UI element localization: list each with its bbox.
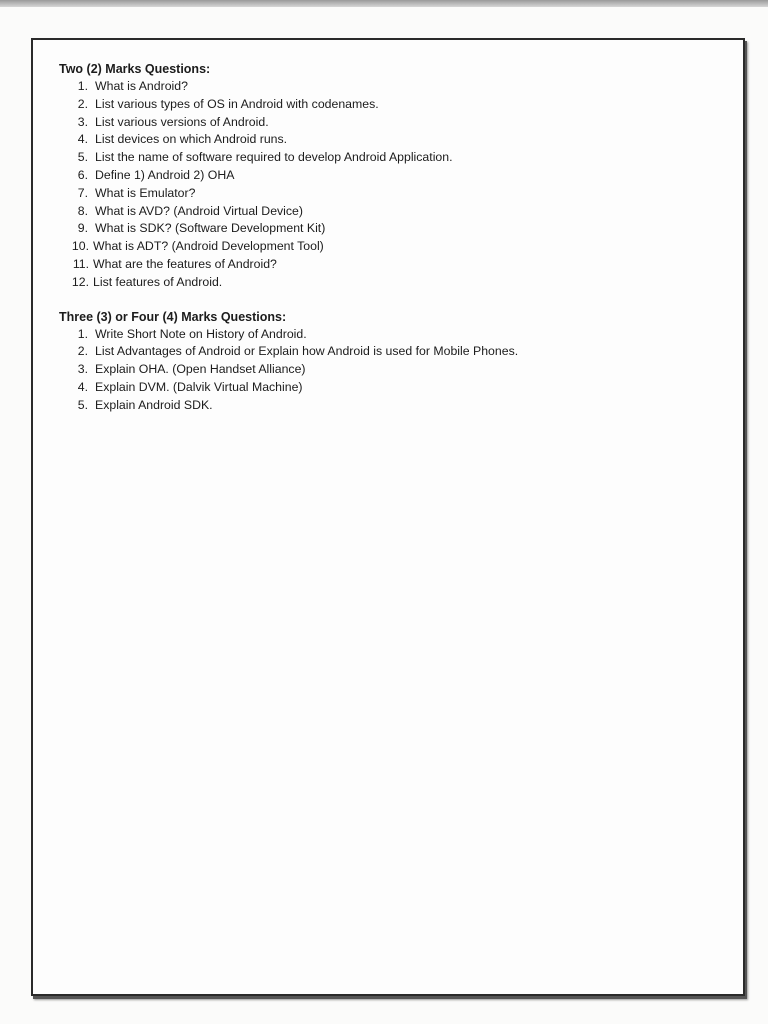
question-text: List features of Android. <box>93 274 223 289</box>
question-text: What is ADT? (Android Development Tool) <box>93 239 324 254</box>
question-number: 5. <box>77 397 88 412</box>
question-number: 2. <box>77 96 88 111</box>
question-text: Explain DVM. (Dalvik Virtual Machine) <box>95 379 303 394</box>
question-number: 9. <box>77 221 88 236</box>
question-text: What is SDK? (Software Development Kit) <box>95 221 326 236</box>
question-item <box>59 96 699 114</box>
question-number: 5. <box>77 150 88 165</box>
question-item <box>59 114 699 132</box>
question-item <box>59 149 699 167</box>
question-text: List the name of software required to develop Android Application. <box>95 150 453 165</box>
question-number: 3. <box>77 114 88 129</box>
question-text: List various types of OS in Android with codenames. <box>95 96 379 111</box>
section-heading-two-marks: Two (2) Marks Questions: <box>59 62 211 76</box>
question-number: 3. <box>77 362 88 377</box>
question-text: What is Android? <box>95 79 188 93</box>
question-item <box>59 256 699 274</box>
question-text: What is AVD? (Android Virtual Device) <box>95 203 303 218</box>
question-number: 4. <box>77 132 88 147</box>
question-item <box>59 185 699 203</box>
two-marks-question-list <box>59 78 699 292</box>
question-number: 2. <box>77 344 88 359</box>
question-item <box>59 220 699 238</box>
question-number: 10. <box>71 239 89 254</box>
section-spacer <box>59 292 699 308</box>
question-item <box>59 274 699 292</box>
question-item <box>59 379 699 397</box>
question-item <box>59 326 699 344</box>
question-number: 12. <box>71 274 89 289</box>
three-four-marks-question-list <box>59 326 699 415</box>
three-four-marks-section <box>59 308 699 415</box>
question-number: 7. <box>77 185 88 200</box>
question-number: 1. <box>77 79 88 93</box>
question-number: 4. <box>77 379 88 394</box>
question-item <box>59 203 699 221</box>
question-item <box>59 78 699 96</box>
question-item <box>59 343 699 361</box>
question-item <box>59 131 699 149</box>
question-text: List various versions of Android. <box>95 114 269 129</box>
question-number: 8. <box>77 203 88 218</box>
question-text: What are the features of Android? <box>93 256 277 271</box>
question-bank-content <box>59 60 699 415</box>
question-item <box>59 238 699 256</box>
question-text: List devices on which Android runs. <box>95 132 288 147</box>
question-item <box>59 361 699 379</box>
question-text: Write Short Note on History of Android. <box>95 326 307 341</box>
scan-top-shadow <box>0 0 768 7</box>
question-text: Define 1) Android 2) OHA <box>95 167 235 182</box>
question-text: List Advantages of Android or Explain how Android is used for Mobile Phones. <box>95 344 519 359</box>
question-number: 11. <box>72 256 89 271</box>
question-item <box>59 167 699 185</box>
question-number: 6. <box>77 167 88 182</box>
question-number: 1. <box>77 326 88 341</box>
question-text: What is Emulator? <box>95 185 196 200</box>
two-marks-section <box>59 60 699 292</box>
section-heading-three-four-marks: Three (3) or Four (4) Marks Questions: <box>59 309 287 324</box>
question-text: Explain OHA. (Open Handset Alliance) <box>95 362 306 377</box>
question-text: Explain Android SDK. <box>95 397 213 412</box>
question-item <box>59 397 699 415</box>
